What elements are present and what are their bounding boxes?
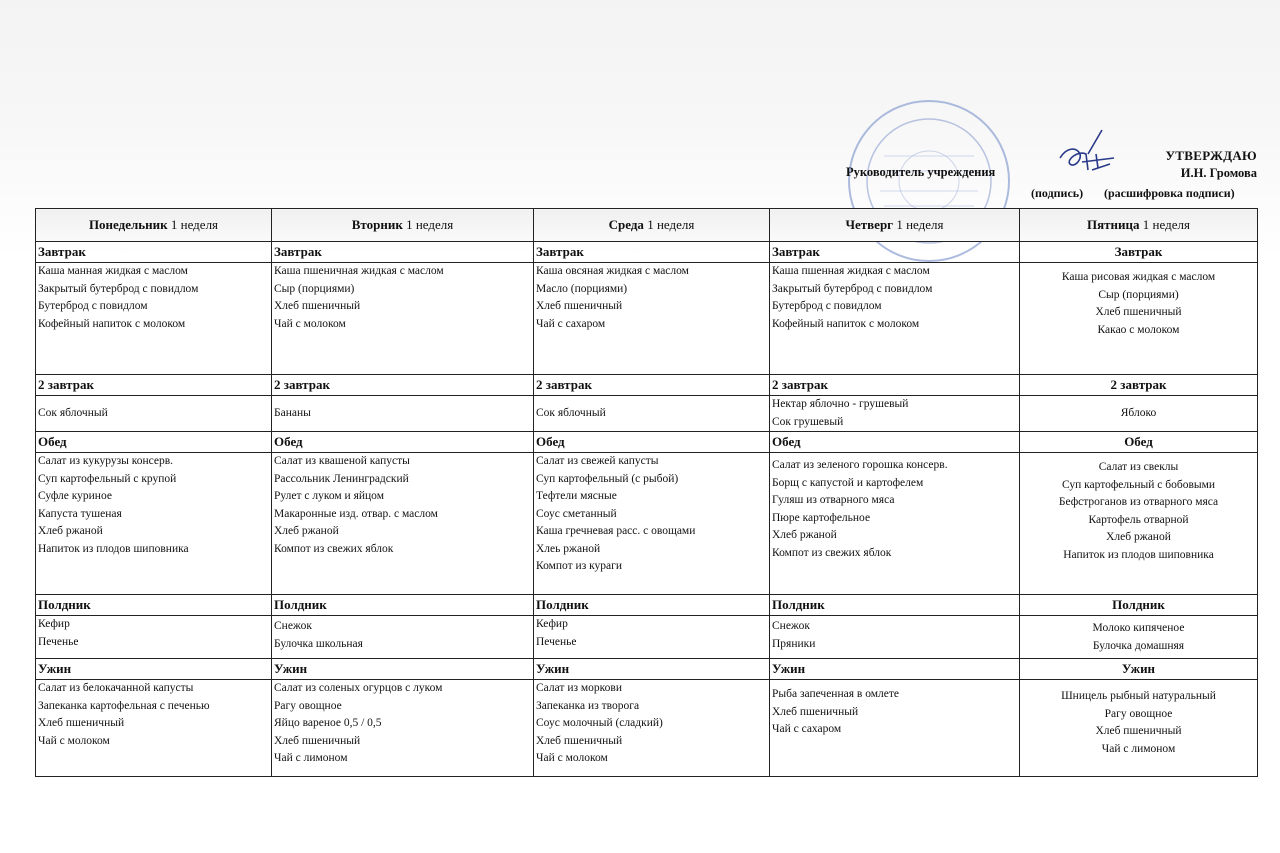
dish-item: Салат из квашеной капусты — [274, 455, 410, 467]
day-header: Вторник 1 неделя — [272, 209, 534, 242]
meal-label: Завтрак — [272, 242, 534, 263]
meal-label: 2 завтрак — [36, 375, 272, 396]
dish-item: Масло (порциями) — [536, 282, 628, 295]
dish-cell — [534, 396, 770, 432]
dish-item: Каша пшенная жидкая с маслом — [772, 265, 930, 277]
dish-item: Хлеь ржаной — [536, 542, 601, 555]
dish-item: Чай с молоком — [274, 317, 346, 330]
dish-cell — [272, 396, 534, 432]
dish-item: Кофейный напиток с молоком — [772, 317, 920, 330]
dish-cell — [36, 396, 272, 432]
meal-label: Обед — [1020, 432, 1258, 453]
dish-item: Кефир — [536, 618, 568, 630]
dish-item: Сок яблочный — [38, 406, 108, 419]
dish-item: Салат из моркови — [536, 682, 623, 694]
dish-cell — [534, 453, 770, 595]
dish-cell — [534, 616, 770, 659]
dish-item: Суп картофельный с крупой — [38, 472, 177, 485]
dish-item: Салат из зеленого горошка консерв. — [772, 459, 948, 471]
head-label: Руководитель учреждения — [846, 165, 996, 179]
dish-item: Салат из свеклы — [1098, 461, 1179, 473]
day-header: Четверг 1 неделя — [770, 209, 1020, 242]
dish-item: Хлеб ржаной — [772, 529, 837, 541]
dish-item: Картофель отварной — [1088, 513, 1189, 526]
dish-item: Закрытый бутерброд с повидлом — [38, 282, 199, 295]
meal-label: 2 завтрак — [272, 375, 534, 396]
dish-item: Сыр (порциями) — [1098, 288, 1179, 301]
dish-item: Закрытый бутерброд с повидлом — [772, 282, 933, 295]
dish-item: Снежок — [274, 620, 312, 632]
meal-header-row — [36, 375, 1258, 396]
signature-caption: (подпись) — [1031, 186, 1084, 200]
meal-header-row — [36, 659, 1258, 680]
dish-row — [36, 396, 1258, 432]
dish-item: Запеканка из творога — [536, 699, 640, 712]
dish-cell — [1020, 616, 1258, 659]
dish-item: Яйцо вареное 0,5 / 0,5 — [274, 717, 382, 729]
dish-item: Салат из кукурузы консерв. — [38, 455, 174, 467]
meal-label: Обед — [36, 432, 272, 453]
dish-item: Хлеб пшеничный — [1095, 306, 1182, 318]
dish-item: Яблоко — [1120, 406, 1157, 419]
dish-item: Чай с сахаром — [772, 723, 842, 735]
dish-item: Бутерброд с повидлом — [38, 300, 148, 312]
dish-item: Соус сметанный — [536, 507, 617, 520]
dish-item: Каша гречневая расс. с овощами — [536, 525, 696, 537]
dish-item: Компот из свежих яблок — [772, 546, 892, 559]
dish-row — [36, 680, 1258, 777]
meal-label: 2 завтрак — [1020, 375, 1258, 396]
dish-item: Кефир — [38, 618, 70, 630]
dish-item: Печенье — [536, 635, 577, 648]
approval-block — [0, 0, 1280, 210]
dish-item: Какао с молоком — [1097, 323, 1180, 336]
dish-item: Гуляш из отварного мяса — [772, 494, 895, 506]
meal-label: Ужин — [770, 659, 1020, 680]
dish-item: Соус молочный (сладкий) — [536, 717, 663, 729]
day-header: Понедельник 1 неделя — [36, 209, 272, 242]
dish-item: Каша пшеничная жидкая с маслом — [274, 265, 444, 277]
dish-cell — [1020, 680, 1258, 777]
decode-caption: (расшифровка подписи) — [1104, 186, 1235, 200]
meal-label: Ужин — [36, 659, 272, 680]
dish-item: Хлеб ржаной — [38, 525, 103, 537]
dish-item: Напиток из плодов шиповника — [1063, 548, 1214, 561]
dish-item: Снежок — [772, 620, 810, 632]
dish-cell — [770, 453, 1020, 595]
dish-item: Чай с молоком — [536, 752, 608, 764]
dish-item: Каша овсяная жидкая с маслом — [536, 265, 689, 277]
dish-item: Рассольник Ленинградский — [274, 472, 409, 485]
dish-item: Чай с лимоном — [1101, 742, 1176, 755]
meal-label: Ужин — [1020, 659, 1258, 680]
dish-item: Хлеб ржаной — [274, 525, 339, 537]
dish-item: Рагу овощное — [274, 699, 342, 712]
dish-cell — [1020, 396, 1258, 432]
dish-item: Булочка школьная — [274, 637, 363, 650]
meal-label: Обед — [770, 432, 1020, 453]
dish-item: Бананы — [274, 406, 311, 419]
dish-cell — [272, 680, 534, 777]
dish-cell — [1020, 263, 1258, 375]
meal-label: 2 завтрак — [770, 375, 1020, 396]
dish-cell — [272, 453, 534, 595]
dish-item: Чай с молоком — [38, 734, 110, 747]
dish-cell — [36, 453, 272, 595]
dish-cell — [1020, 453, 1258, 595]
dish-item: Тефтели мясные — [536, 490, 617, 502]
dish-cell — [36, 263, 272, 375]
dish-item: Чай с лимоном — [274, 752, 348, 764]
dish-item: Сок грушевый — [772, 415, 844, 428]
day-header: Среда 1 неделя — [534, 209, 770, 242]
dish-cell — [770, 263, 1020, 375]
dish-item: Хлеб пшеничный — [772, 705, 859, 718]
meal-label: Обед — [534, 432, 770, 453]
signature-mark — [1052, 124, 1122, 186]
dish-item: Кофейный напиток с молоком — [38, 317, 186, 330]
dish-item: Пряники — [772, 637, 816, 650]
dish-cell — [534, 263, 770, 375]
dish-row — [36, 453, 1258, 595]
dish-cell — [534, 680, 770, 777]
dish-row — [36, 616, 1258, 659]
meal-label: Полдник — [770, 595, 1020, 616]
meal-label: Завтрак — [1020, 242, 1258, 263]
dish-item: Нектар яблочно - грушевый — [772, 398, 909, 410]
dish-item: Бефстроганов из отварного мяса — [1058, 496, 1219, 508]
meal-label: Полдник — [272, 595, 534, 616]
dish-item: Напиток из плодов шиповника — [38, 542, 189, 555]
dish-item: Компот из свежих яблок — [274, 542, 394, 555]
approver-name: И.Н. Громова — [1180, 166, 1257, 180]
dish-row — [36, 263, 1258, 375]
weekly-menu-table — [35, 208, 1258, 777]
dish-cell — [770, 680, 1020, 777]
dish-item: Шницель рыбный натуральный — [1061, 690, 1216, 702]
menu-body — [36, 242, 1258, 777]
dish-item: Хлеб пшеничный — [1095, 725, 1182, 737]
dish-cell — [770, 396, 1020, 432]
dish-item: Рулет с луком и яйцом — [274, 490, 384, 502]
dish-item: Суфле куриное — [38, 490, 112, 502]
dish-item: Хлеб ржаной — [1106, 531, 1171, 543]
meal-label: Завтрак — [534, 242, 770, 263]
meal-label: Полдник — [1020, 595, 1258, 616]
dish-item: Хлеб пшеничный — [536, 734, 623, 747]
dish-item: Запеканка картофельная с печенью — [38, 699, 210, 712]
meal-header-row — [36, 595, 1258, 616]
dish-item: Салат из белокачанной капусты — [38, 682, 194, 694]
meal-label: Обед — [272, 432, 534, 453]
dish-item: Компот из кураги — [536, 560, 623, 572]
dish-item: Салат из соленых огурцов с луком — [274, 682, 443, 694]
dish-item: Борщ с капустой и картофелем — [772, 476, 924, 489]
dish-item: Хлеб пшеничный — [274, 734, 361, 747]
meal-label: Ужин — [272, 659, 534, 680]
dish-item: Суп картофельный (с рыбой) — [536, 472, 679, 485]
dish-item: Молоко кипяченое — [1092, 622, 1185, 634]
day-header: Пятница 1 неделя — [1020, 209, 1258, 242]
dish-item: Бутерброд с повидлом — [772, 300, 882, 312]
meal-label: Завтрак — [36, 242, 272, 263]
dish-item: Капуста тушеная — [38, 507, 122, 520]
meal-label: 2 завтрак — [534, 375, 770, 396]
dish-item: Булочка домашняя — [1092, 639, 1185, 652]
dish-item: Рагу овощное — [1104, 707, 1173, 720]
meal-header-row — [36, 242, 1258, 263]
dish-item: Салат из свежей капусты — [536, 455, 659, 467]
dish-item: Рыба запеченная в омлете — [772, 688, 899, 700]
dish-item: Печенье — [38, 635, 79, 648]
meal-label: Полдник — [534, 595, 770, 616]
dish-item: Хлеб пшеничный — [38, 717, 125, 729]
dish-item: Каша рисовая жидкая с маслом — [1061, 271, 1216, 283]
meal-label: Ужин — [534, 659, 770, 680]
dish-cell — [36, 680, 272, 777]
dish-cell — [36, 616, 272, 659]
dish-cell — [770, 616, 1020, 659]
dish-item: Хлеб пшеничный — [536, 300, 623, 312]
meal-header-row — [36, 432, 1258, 453]
dish-item: Каша манная жидкая с маслом — [38, 265, 188, 277]
meal-label: Полдник — [36, 595, 272, 616]
dish-item: Суп картофельный с бобовыми — [1061, 478, 1216, 491]
dish-cell — [272, 263, 534, 375]
dish-item: Хлеб пшеничный — [274, 300, 361, 312]
meal-label: Завтрак — [770, 242, 1020, 263]
approve-title: УТВЕРЖДАЮ — [1165, 148, 1257, 163]
dish-item: Сыр (порциями) — [274, 282, 355, 295]
day-header-row — [36, 209, 1258, 242]
dish-cell — [272, 616, 534, 659]
dish-item: Сок яблочный — [536, 406, 606, 419]
dish-item: Макаронные изд. отвар. с маслом — [274, 507, 438, 520]
dish-item: Пюре картофельное — [772, 511, 871, 524]
dish-item: Чай с сахаром — [536, 317, 606, 330]
